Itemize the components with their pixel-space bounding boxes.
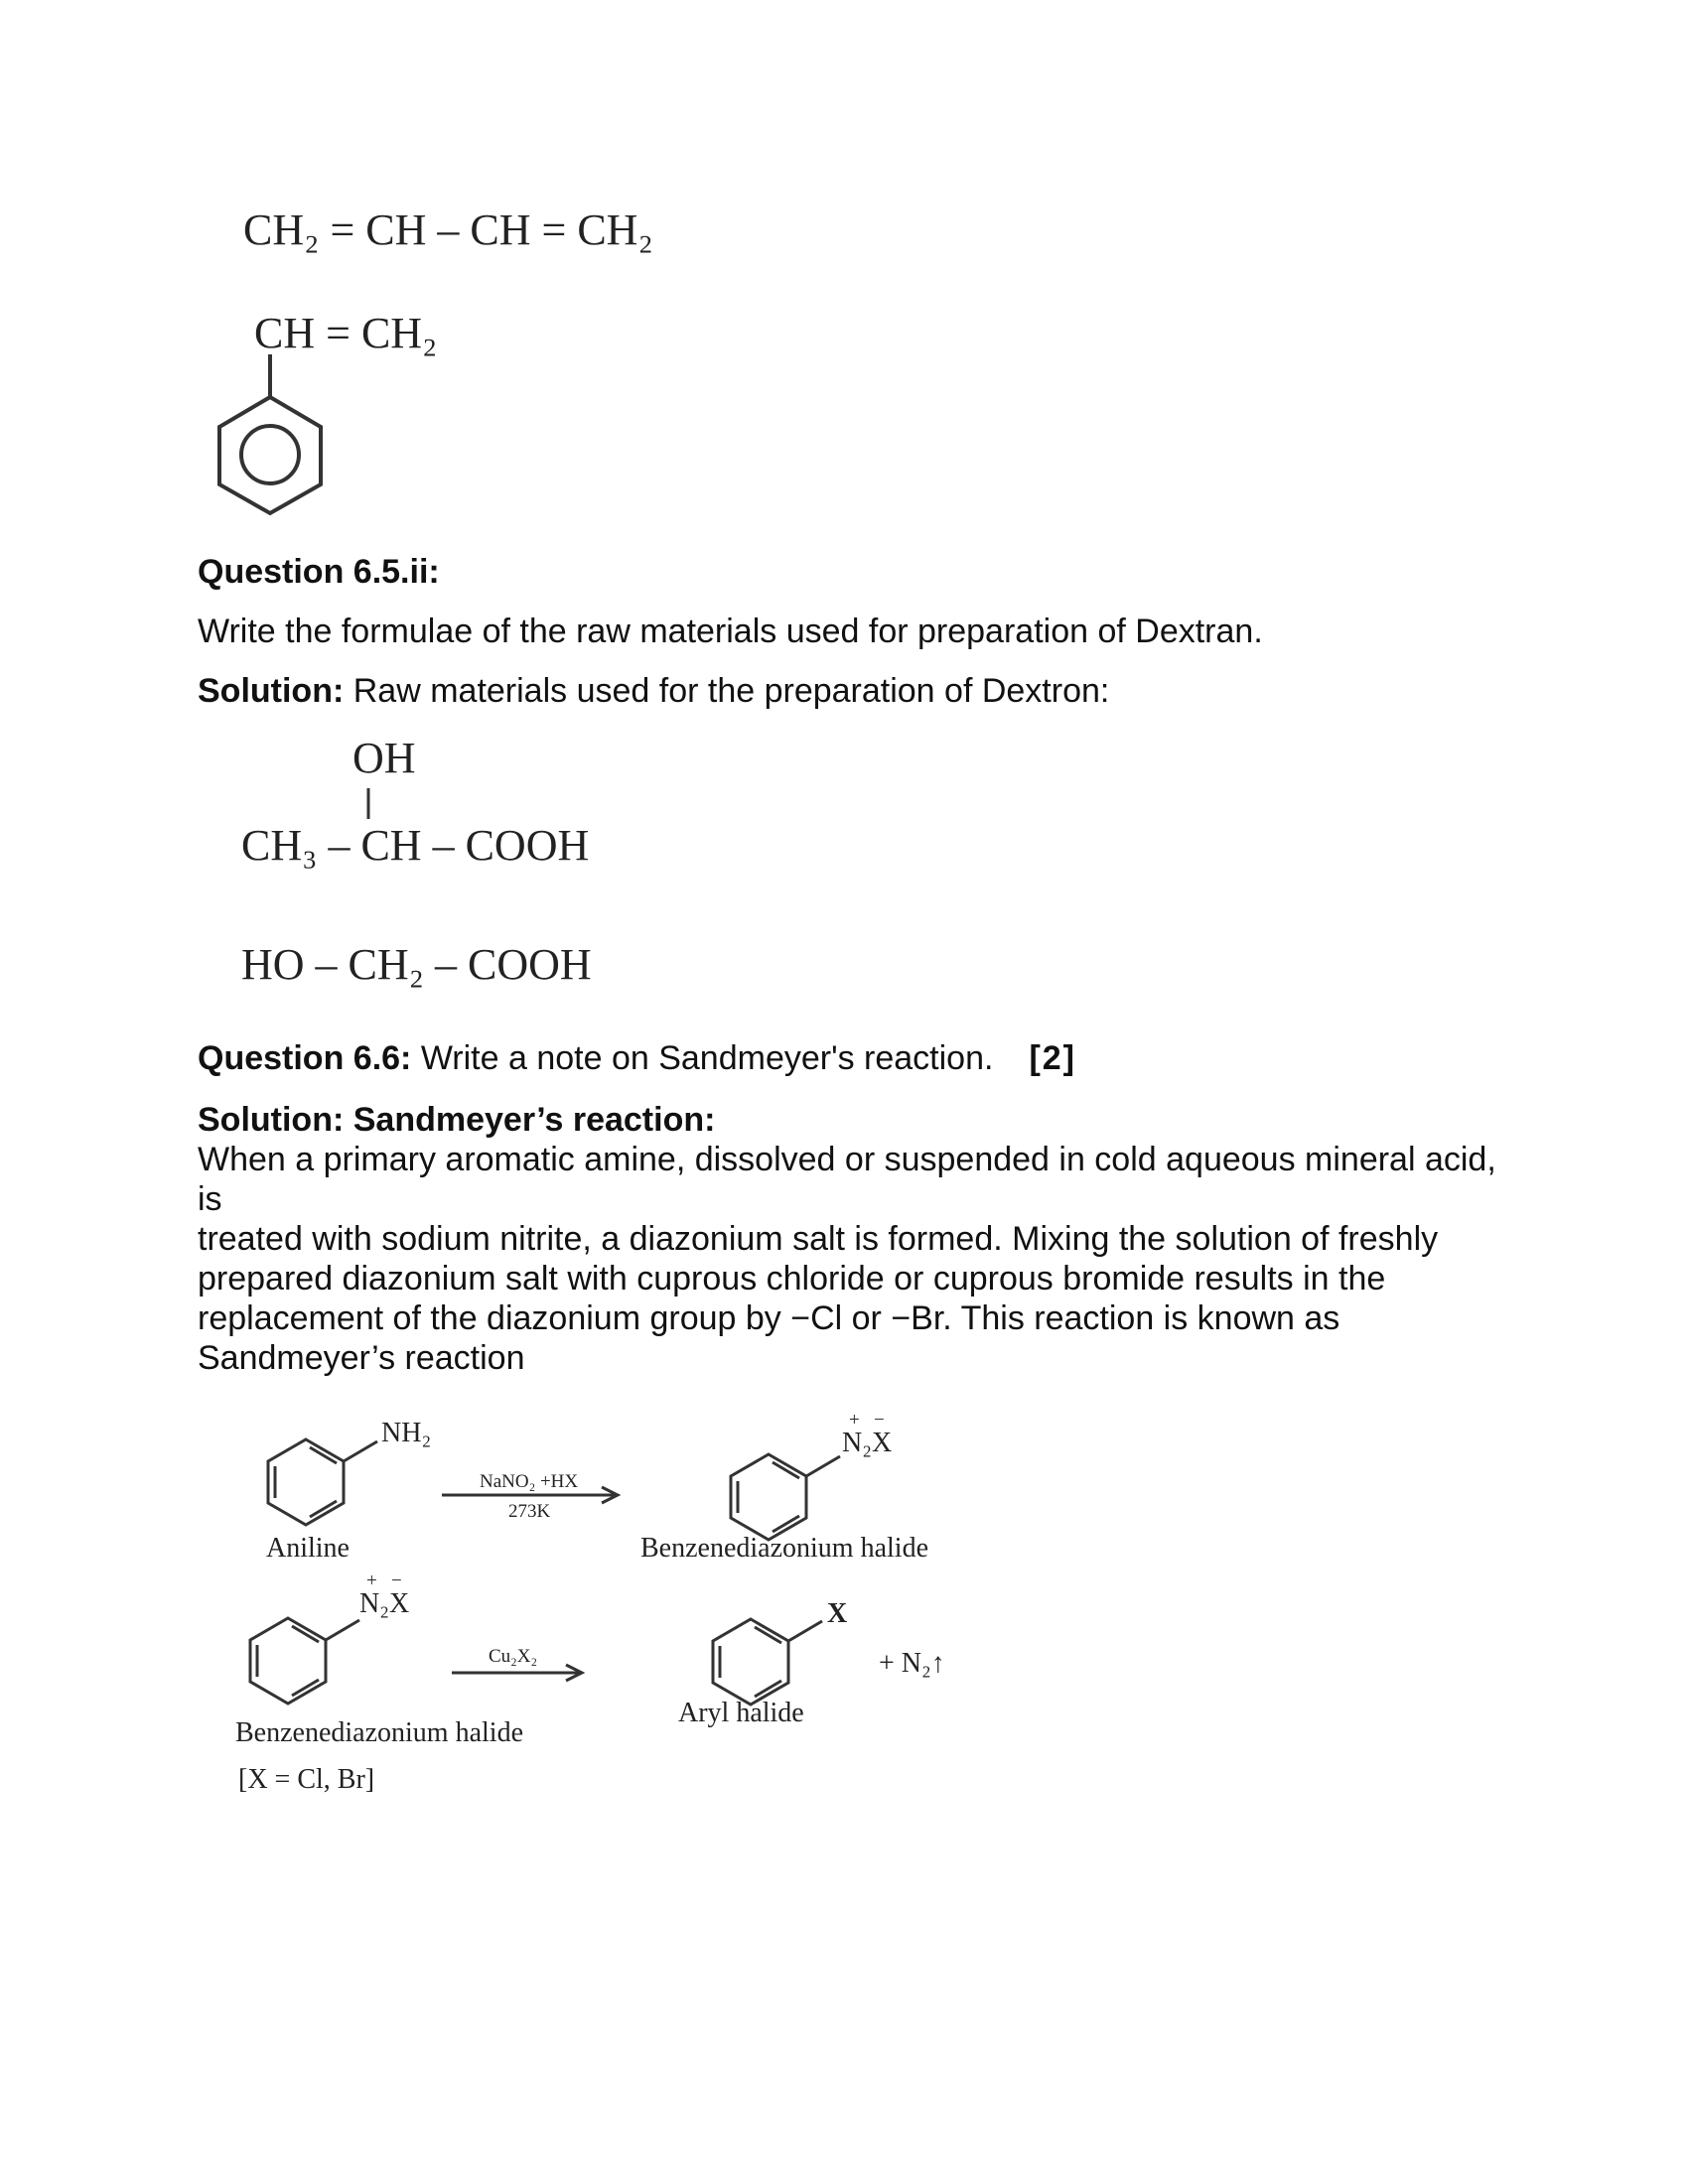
styrene-vinyl-group: CH = CH₂ [254, 309, 438, 357]
paragraph-line-4: prepared diazonium salt with cuprous chloride or cuprous bromide results in the [198, 1260, 1386, 1297]
reagent-1-bottom: 273K [508, 1501, 551, 1522]
marks-badge: [2] [1029, 1039, 1076, 1077]
question-6-6-text: Write a note on Sandmeyer's reaction. [411, 1039, 994, 1077]
solution-label: Solution: [198, 672, 345, 710]
paragraph-line-1: When a primary aromatic amine, dissolved or suspended in cold aqueous mineral acid, [198, 1141, 1496, 1178]
aniline-ring [268, 1439, 377, 1525]
paragraph-line-3: treated with sodium nitrite, a diazonium salt is formed. Mixing the solution of freshly [198, 1220, 1439, 1258]
charge-signs-2: + − [366, 1570, 402, 1591]
diazonium-ring-1 [731, 1454, 840, 1540]
diazonium-ring-2 [250, 1618, 359, 1704]
x-note: [X = Cl, Br] [238, 1764, 375, 1795]
paragraph-line-5: replacement of the diazonium group by −Cl or −Br. This reaction is known as [198, 1299, 1340, 1337]
paragraph-line-2: is [198, 1180, 222, 1218]
aniline-label: Aniline [266, 1533, 350, 1564]
reagent-2: Cu₂X₂ [489, 1646, 538, 1667]
lactic-acid-formula: CH₃ – CH – COOH [241, 821, 590, 870]
solution-text: Raw materials used for the preparation of Dextron: [344, 672, 1110, 710]
styrene-benzene-ring [219, 354, 321, 513]
question-6-6 [198, 1038, 1076, 1078]
diazonium-label-2: Benzenediazonium halide [235, 1717, 523, 1748]
aryl-halide-ring [713, 1619, 822, 1705]
diazonium-label-1: Benzenediazonium halide [640, 1533, 928, 1564]
x-substituent: X [827, 1598, 848, 1629]
solution-6-5-ii [198, 671, 1109, 711]
question-6-5-ii-text: Write the formulae of the raw materials used for preparation of Dextran. [198, 613, 1263, 650]
lactic-acid-oh: OH [352, 734, 416, 782]
diazonium-group-1: N₂X [842, 1428, 893, 1458]
question-6-6-heading: Question 6.6: [198, 1039, 412, 1077]
question-6-5-ii-heading: Question 6.5.ii: [198, 553, 440, 591]
nitrogen-product: + N₂↑ [879, 1648, 945, 1679]
butadiene-formula: CH₂ = CH – CH = CH₂ [243, 205, 653, 254]
glycolic-acid-formula: HO – CH₂ – COOH [241, 940, 592, 989]
solution-6-6-heading: Solution: Sandmeyer’s reaction: [198, 1101, 716, 1139]
charge-signs-1: + − [849, 1410, 885, 1431]
diazonium-group-2: N₂X [359, 1588, 410, 1619]
aryl-halide-label: Aryl halide [678, 1698, 804, 1728]
reagent-1-top: NaNO₂ +HX [480, 1471, 579, 1492]
paragraph-line-6: Sandmeyer’s reaction [198, 1339, 525, 1377]
nh2-group: NH₂ [381, 1418, 432, 1448]
